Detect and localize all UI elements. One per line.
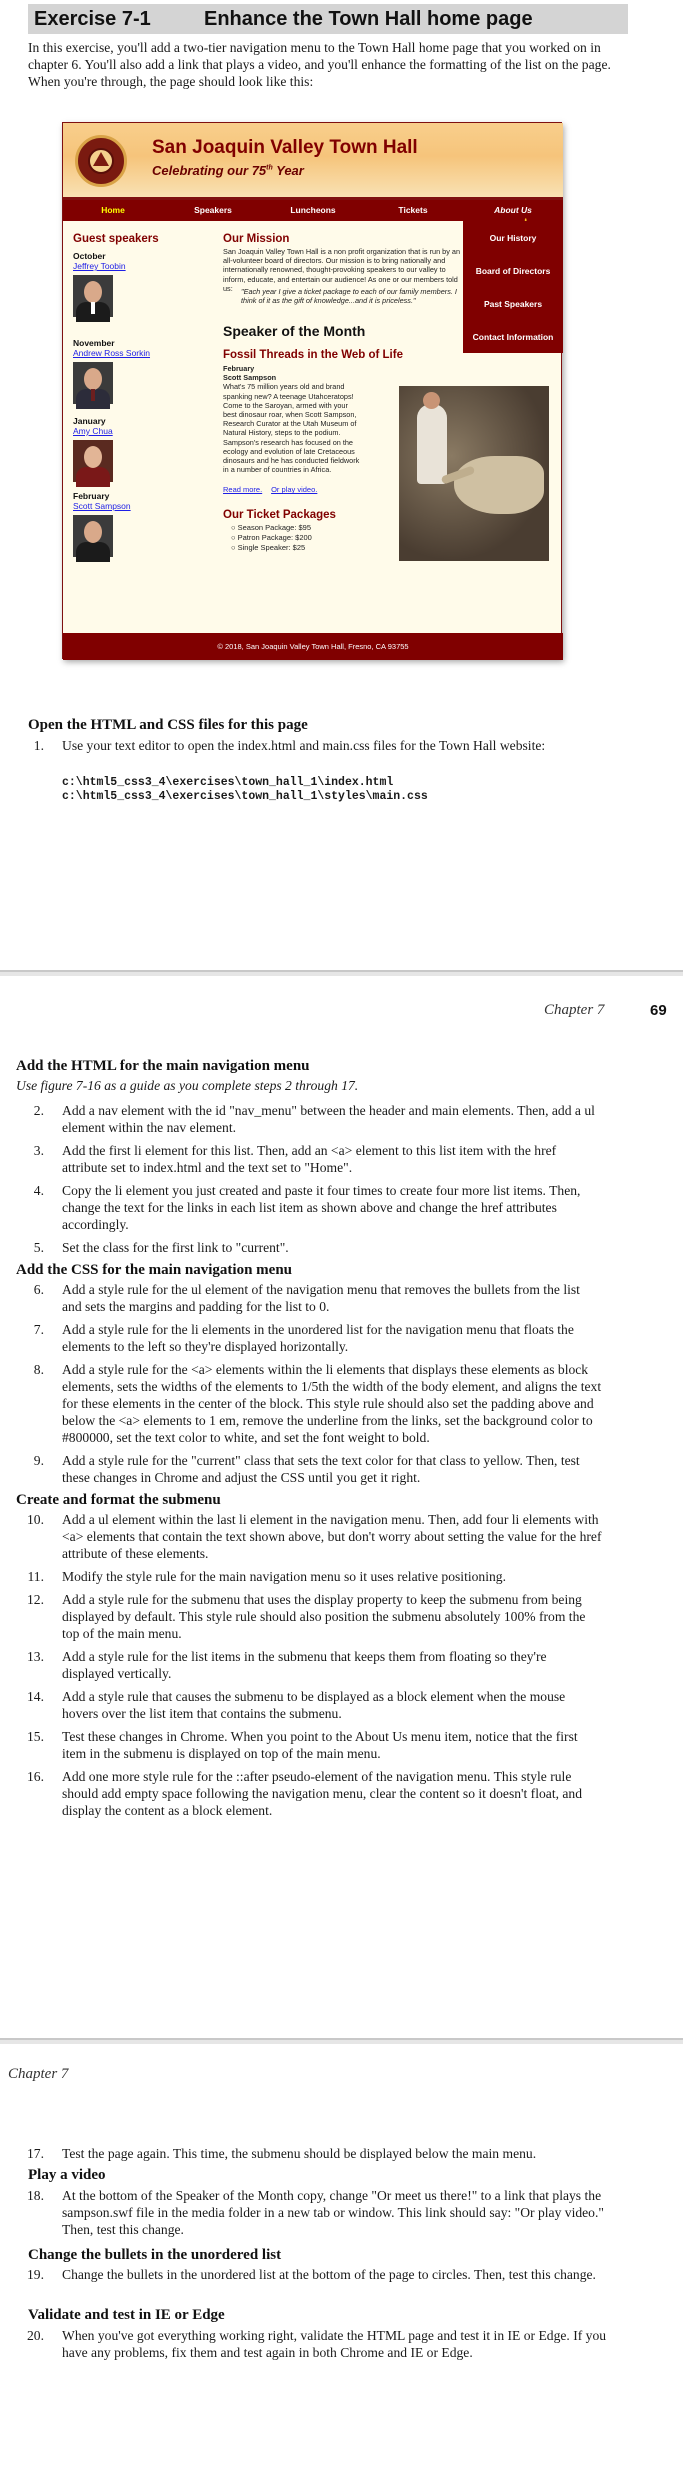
speaker-link[interactable]: Amy Chua <box>73 426 113 436</box>
step-item <box>16 1728 616 1762</box>
step-text: Add a ul element within the last li element in the navigation menu. Then, add four li elements with <a> elements that contain the text shown above, but don't worry about setting the value for the href attribute of these elements. <box>62 1512 602 1561</box>
page-one <box>0 0 683 970</box>
step-number: 14. <box>27 1689 44 1704</box>
step-item <box>16 1452 616 1486</box>
step-18: 18. At the bottom of the Speaker of the Month copy, change "Or meet us there!" to a link that plays the sampson.swf file in the media folder in a new tab or window. This link should say: "Or play video." Then, test this change. <box>27 2188 604 2237</box>
step-text: Modify the style rule for the main navigation menu so it uses relative positioning. <box>62 1569 506 1584</box>
speaker-item <box>73 338 213 404</box>
speaker-month: February <box>73 491 110 501</box>
step-text: Add a style rule for the li elements in the unordered list for the navigation menu that floats the elements to the left so they're displayed horizontally. <box>62 1322 574 1354</box>
step-item <box>16 1511 616 1562</box>
play-video-link[interactable]: Or play video. <box>271 485 318 495</box>
step-number: 10. <box>27 1512 44 1527</box>
step-number: 4. <box>33 1183 44 1198</box>
chapter-label: Chapter 7 <box>8 2066 69 2082</box>
feature-text: What's 75 million years old and brand spanking new? A teenage Utahceratops! Come to the Saroyan, armed with your best dinosaur roar, when Scott Sampson, Research Curator at the Utah Museum of Natural History, steps to the podium. Sampson's research has focused on the ecology and evolution of late Cretaceous dinosaurs and he has conducted fieldwork in a number of countries in Africa. <box>223 382 360 475</box>
step-item <box>16 1182 616 1233</box>
exercise-title: Enhance the Town Hall home page <box>204 7 533 30</box>
speaker-photo <box>73 515 113 557</box>
nav-menu <box>63 200 563 221</box>
step-number: 9. <box>33 1453 44 1468</box>
step-item <box>16 1281 616 1315</box>
step-number: 12. <box>27 1592 44 1607</box>
step-item <box>16 1568 616 1585</box>
code-path-html: c:\html5_css3_4\exercises\town_hall_1\index.html <box>62 776 394 789</box>
submenu-board-of-directors[interactable]: Board of Directors <box>475 265 551 276</box>
guest-speakers-sidebar <box>73 233 208 511</box>
steps-block <box>0 1102 683 1825</box>
step-text: Add a style rule for the list items in the submenu that keeps them from floating so they're displayed vertically. <box>62 1649 547 1681</box>
speaker-photo <box>73 275 113 317</box>
code-path-css: c:\html5_css3_4\exercises\town_hall_1\styles\main.css <box>62 790 428 803</box>
step-text: Add one more style rule for the ::after pseudo-element of the navigation menu. This style rule should add empty space following the navigation menu, clear the content so it doesn't float, and display the content as a block element. <box>62 1769 583 1818</box>
speaker-photo <box>73 440 113 482</box>
step-number: 16. <box>27 1769 44 1784</box>
speaker-link[interactable]: Scott Sampson <box>73 501 131 511</box>
town-hall-seal-logo <box>75 135 127 187</box>
section-heading: Create and format the submenu <box>16 1492 221 1508</box>
step-text: Test these changes in Chrome. When you point to the About Us menu item, notice that the first item in the submenu is displayed on top of the main menu. <box>62 1729 578 1761</box>
step-19: 19. Change the bullets in the unordered list at the bottom of the page to circles. Then, test this change. <box>27 2267 596 2282</box>
site-title: San Joaquin Valley Town Hall <box>152 137 418 158</box>
site-header <box>63 123 563 200</box>
ticket-item: ○ Season Package: $95 <box>231 523 312 533</box>
step-number: 6. <box>33 1282 44 1297</box>
nav-speakers[interactable]: Speakers <box>194 205 232 215</box>
tickets-heading: Our Ticket Packages <box>223 509 336 522</box>
speaker-item <box>73 491 213 557</box>
mission-quote: "Each year I give a ticket package to each of our family members. I think of it as the gift of knowledge...and it is priceless." <box>241 287 457 306</box>
exercise-header <box>28 4 628 34</box>
step-item <box>16 1361 616 1446</box>
section-heading: Add the CSS for the main navigation menu <box>16 1262 293 1278</box>
step-item <box>16 1591 616 1642</box>
section-play-video: Play a video <box>28 2167 106 2183</box>
step-number: 5. <box>33 1240 44 1255</box>
read-more-link[interactable]: Read more. <box>223 485 263 495</box>
intro-paragraph: In this exercise, you'll add a two-tier navigation menu to the Town Hall home page that you worked on in chapter 6. You'll also add a link that plays a video, and you'll enhance the formatting of the list on the page. When you're through, the page should look like this: <box>28 40 611 89</box>
nav-about-us[interactable]: About Us <box>494 205 532 215</box>
speaker-month: November <box>73 338 115 348</box>
feature-month: February <box>223 364 255 373</box>
site-footer: © 2018, San Joaquin Valley Town Hall, Fresno, CA 93755 <box>63 633 563 660</box>
page-three <box>0 2044 683 2479</box>
step-number: 3. <box>33 1143 44 1158</box>
ticket-item: ○ Single Speaker: $25 <box>231 543 306 553</box>
step-item <box>16 1648 616 1682</box>
nav-luncheons[interactable]: Luncheons <box>290 205 336 215</box>
step-text: Add the first li element for this list. Then, add an <a> element to this list item with the href attribute set to index.html and the text set to "Home". <box>62 1143 557 1175</box>
step-number: 7. <box>33 1322 44 1337</box>
section-html-nav: Add the HTML for the main navigation menu <box>16 1058 310 1074</box>
site-subtitle: Celebrating our 75th Year <box>152 163 304 178</box>
fossil-heading: Fossil Threads in the Web of Life <box>223 349 403 361</box>
page-number: 69 <box>650 1002 667 1019</box>
nav-tickets[interactable]: Tickets <box>398 205 428 215</box>
step-text: Set the class for the first link to "current". <box>62 1240 289 1255</box>
speaker-item <box>73 251 213 317</box>
speaker-month: January <box>73 416 106 426</box>
step-text: Add a style rule that causes the submenu to be displayed as a block element when the mouse hovers over the list item that contains the submenu. <box>62 1689 566 1721</box>
step-item <box>16 1142 616 1176</box>
step-text: Add a style rule for the <a> elements within the li elements that displays these elements as block elements, sets the widths of the elements to 1/5th the width of the body element, and aligns the text for these elements in the center of the block. This style rule should also set the padding above and below the <a> elements to 1 em, remove the underline from the links, set the background color to #800000, set the text color to white, and set the font weight to bold. <box>62 1362 602 1445</box>
step-text: Add a style rule for the ul element of the navigation menu that removes the bullets from the list and sets the margins and padding for the list to 0. <box>62 1282 580 1314</box>
chapter-label: Chapter 7 <box>544 1002 605 1018</box>
step-item <box>16 1688 616 1722</box>
step-number: 13. <box>27 1649 44 1664</box>
page-two <box>0 978 683 2038</box>
step-20: 20. When you've got everything working right, validate the HTML page and test it in IE or Edge. If you have any problems, fix them and test again in both Chrome and IE or Edge. <box>27 2328 607 2360</box>
step-text: Copy the li element you just created and paste it four times to create four more list items. Then, change the text for the links in each list item as shown above and change the href attributes accordingly. <box>62 1183 581 1232</box>
submenu <box>463 221 563 353</box>
step-item <box>16 1768 616 1819</box>
section-validate: Validate and test in IE or Edge <box>28 2307 225 2323</box>
mission-heading: Our Mission <box>223 233 290 245</box>
step-number: 15. <box>27 1729 44 1744</box>
step-text: Add a style rule for the "current" class that sets the text color for that class to yellow. Then, test these changes in Chrome and adjust the CSS until you get it right. <box>62 1453 580 1485</box>
nav-home[interactable]: Home <box>101 205 125 215</box>
step-number: 11. <box>27 1569 44 1584</box>
section-open-files: Open the HTML and CSS files for this page <box>28 717 308 733</box>
guest-speakers-heading: Guest speakers <box>73 233 159 245</box>
speaker-link[interactable]: Jeffrey Toobin <box>73 261 126 271</box>
speaker-item <box>73 416 213 482</box>
step-item <box>16 1239 616 1256</box>
submenu-our-history[interactable]: Our History <box>489 232 537 243</box>
ticket-item: ○ Patron Package: $200 <box>231 533 312 543</box>
submenu-contact-information[interactable]: Contact Information <box>472 331 554 342</box>
submenu-past-speakers[interactable]: Past Speakers <box>483 298 543 309</box>
step-item <box>16 1321 616 1355</box>
dinosaur-fossil-photo <box>399 386 549 558</box>
speaker-photo <box>73 362 113 404</box>
speaker-link[interactable]: Andrew Ross Sorkin <box>73 348 151 358</box>
feature-speaker-name: Scott Sampson <box>223 373 277 383</box>
step-text: Add a nav element with the id "nav_menu" between the header and main elements. Then, add a ul element within the nav element. <box>62 1103 595 1135</box>
page-separator <box>0 970 683 976</box>
speaker-of-month-heading: Speaker of the Month <box>223 323 366 339</box>
step-text: Add a style rule for the submenu that uses the display property to keep the submenu from being displayed by default. This style rule should also position the submenu absolutely 100% from the top of the main menu. <box>62 1592 586 1641</box>
section-change-bullets: Change the bullets in the unordered list <box>28 2247 282 2263</box>
step-number: 2. <box>33 1103 44 1118</box>
mission-text: San Joaquin Valley Town Hall is a non profit organization that is run by an all-volunteer board of directors. Our mission is to bring nationally and internationally renowned, thought-provoking speakers to our valley to inform, educate, and entertain our audience! As one or our members told us: <box>223 247 461 293</box>
step-1: 1. Use your text editor to open the index.html and main.css files for the Town Hall website: <box>33 738 546 753</box>
exercise-number: Exercise 7-1 <box>34 7 151 30</box>
step-item <box>16 1102 616 1136</box>
step-17: 17. Test the page again. This time, the submenu should be displayed below the main menu. <box>27 2146 537 2161</box>
website-screenshot <box>62 122 562 659</box>
speaker-month: October <box>73 251 106 261</box>
step-number: 8. <box>33 1362 44 1377</box>
figure-note: Use figure 7-16 as a guide as you complete steps 2 through 17. <box>16 1078 359 1093</box>
